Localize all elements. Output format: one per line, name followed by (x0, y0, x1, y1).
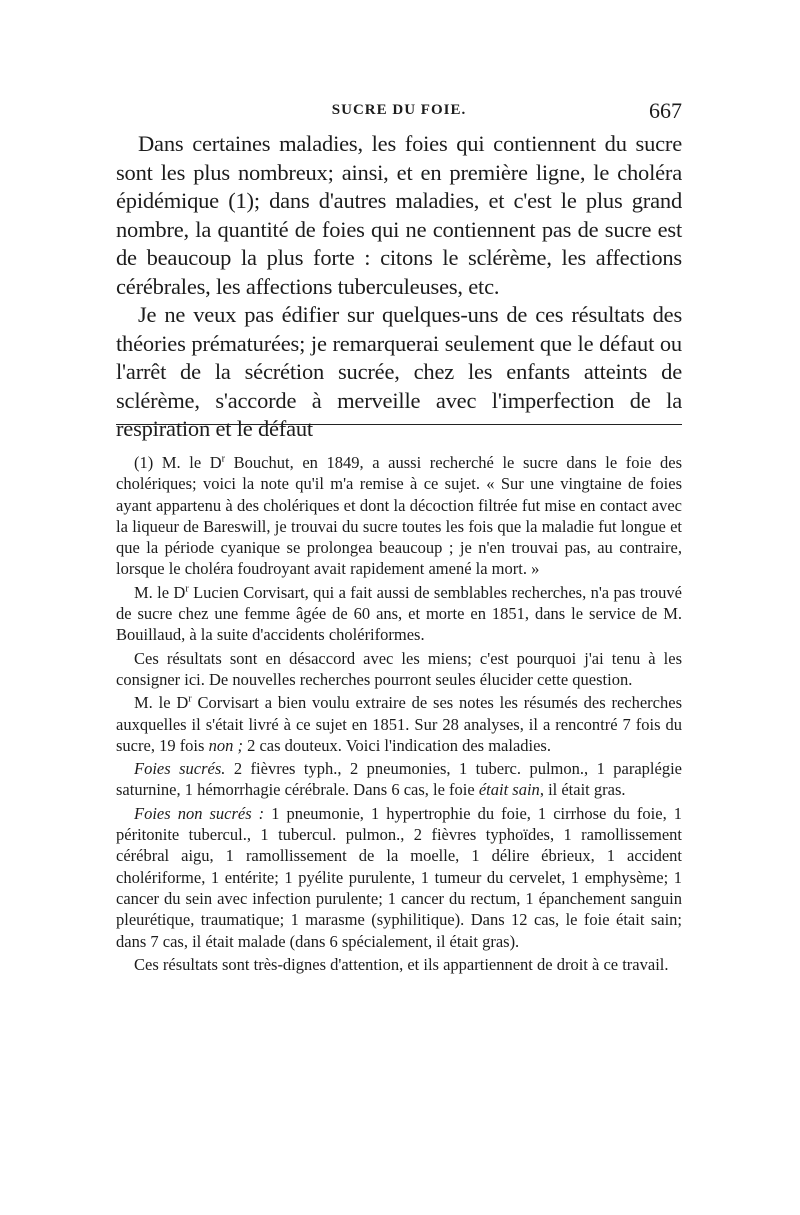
main-paragraph-2: Je ne veux pas édifier sur quelques-uns de ces résultats des théories prématurées; je remarquerai seulement que le défaut ou l'arrêt de la sécrétion sucrée, chez les enfants atteints de sclérème, s'accorde à merveille avec l'imperfection de la respiration et le défaut (116, 302, 682, 441)
etait-sain-italic: était sain (478, 780, 540, 800)
footnote-paragraph-1 (116, 452, 682, 580)
non-italic: non ; (208, 735, 243, 755)
doctor-superscript: r (221, 453, 226, 465)
foies-non-sucres-label: Foies non sucrés : (134, 803, 265, 823)
doctor-superscript: r (185, 583, 189, 595)
footnote-4-start: M. le D (134, 693, 189, 713)
main-text (116, 130, 682, 444)
footnote-paragraph-3: Ces résultats sont en désaccord avec les miens; c'est pourquoi j'ai tenu à les consigner ici. De nouvelles recherches pourront seules élucider cette question. (116, 648, 682, 689)
footnote-6-text: 1 pneumonie, 1 hypertrophie du foie, 1 cirrhose du foie, 1 péritonite tubercul., 1 tubercul. pulmon., 2 fièvres typhoïdes, 1 ramollissement cérébral aigu, 1 ramollissement de la moelle, 1 délire ébrieux, 1 accident cholériforme, 1 entérite; 1 pyélite purulente, 1 tumeur du cervelet, 1 emphysème; 1 cancer du sein avec infection purulente; 1 cancer du rectum, 1 épanchement sanguin pleurétique, traumatique; 1 marasme (syphilitique). Dans 12 cas, le foie était sain; dans 7 cas, il était malade (dans 6 spécialement, il était gras). (116, 803, 682, 951)
footnote-1-start: (1) M. le D (134, 453, 222, 472)
footnote-4-text: Corvisart a bien voulu extraire de ses notes les résumés des recherches auxquelles il s'était livré à ce sujet en 1851. Sur 28 analyses, il a rencontré 7 fois du sucre, 19 fois (116, 693, 682, 755)
foies-sucres-label: Foies sucrés. (134, 759, 226, 779)
footnote-2-text: Lucien Corvisart, qui a fait aussi de semblables recherches, n'a pas trouvé de sucre chez une femme âgée de 60 ans, et morte en 1851, dans le service de M. Bouillaud, à la suite d'accidents cholériformes. (116, 582, 682, 645)
footnote-paragraph-4 (116, 692, 682, 756)
footnote-separator (116, 424, 682, 425)
page-number: 667 (649, 98, 682, 123)
footnote-paragraph-2 (116, 582, 682, 646)
doctor-superscript: r (188, 693, 192, 705)
footnote-5-text: 2 fièvres typh., 2 pneumonies, 1 tuberc. pulmon., 1 paraplégie saturnine, 1 hémorrhagie cérébrale. Dans 6 cas, le foie (116, 759, 682, 800)
running-title: SUCRE DU FOIE. (331, 102, 467, 118)
footnote-4-end: 2 cas douteux. Voici l'indication des maladies. (242, 735, 551, 755)
footnote-2-start: M. le D (134, 582, 186, 602)
footnote-paragraph-5 (116, 758, 682, 801)
footnote-1-text: Bouchut, en 1849, a aussi recherché le sucre dans le foie des cholériques; voici la note qu'il m'a remise à ce sujet. « Sur une vingtaine de foies ayant appartenu à des cholériques et dont la décoction filtrée fut mise en contact avec la liqueur de Bareswill, je trouvai du sucre toutes les fois que la maladie fut longue et que la période cyanique se prolongea beaucoup ; je n'en trouvai pas, au contraire, lorsque le choléra foudroyant avait rapidement amené la mort. » (116, 453, 683, 579)
footnote-paragraph-6 (116, 803, 682, 952)
footnote (116, 452, 682, 977)
footnote-5-end: , il était gras. (539, 780, 626, 800)
footnote-paragraph-7: Ces résultats sont très-dignes d'attention, et ils appartiennent de droit à ce travail. (134, 954, 669, 974)
page-header (116, 98, 682, 128)
main-paragraph-1: Dans certaines maladies, les foies qui contiennent du sucre sont les plus nombreux; ainsi, et en première ligne, le choléra épidémique (1); dans d'autres maladies, et c'est le plus grand nombre, la quantité de foies qui ne contiennent pas de sucre est de beaucoup la plus forte : citons le sclérème, les affections cérébrales, les affections tuberculeuses, etc. (116, 131, 682, 299)
